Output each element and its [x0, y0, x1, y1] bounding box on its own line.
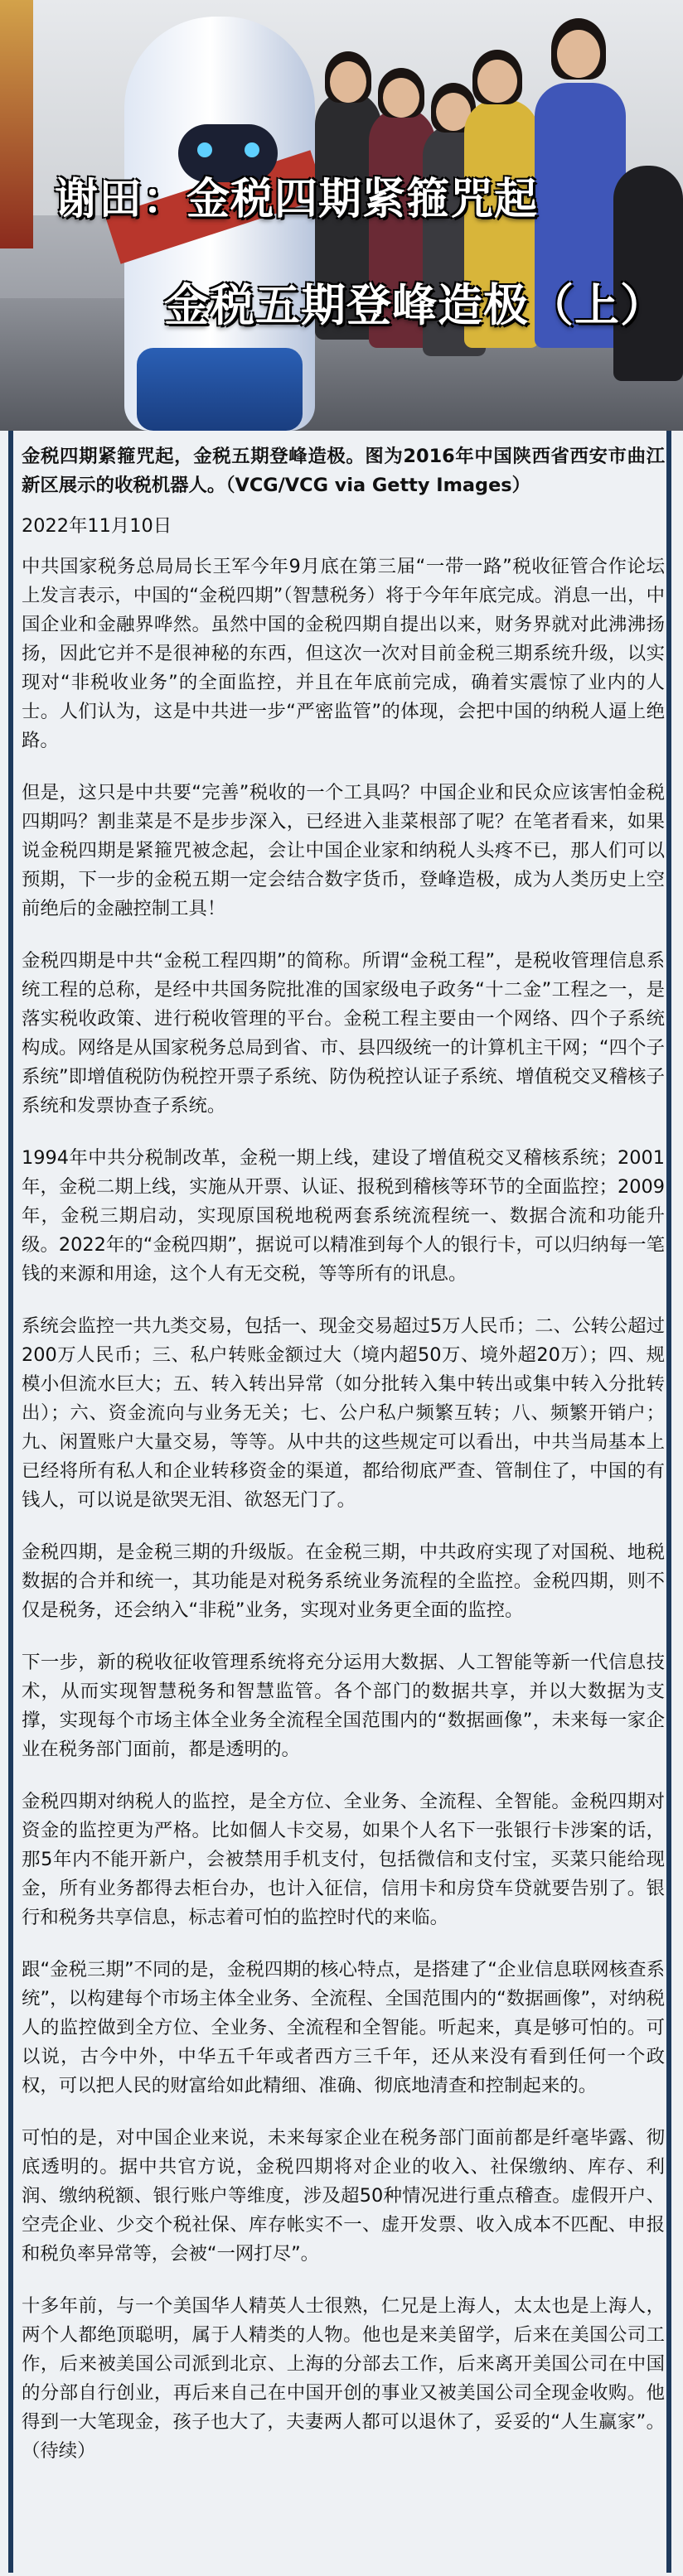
hero-title-line2: 金税五期登峰造极（上） — [164, 279, 666, 331]
paragraph: 下一步，新的税收征收管理系统将充分运用大数据、人工智能等新一代信息技术，从而实现智慧税务和智慧监管。各个部门的数据共享，并以大数据为支撑，实现每个市场主体全业务全流程全国范围内的“数据画像”，未来每一家企业在税务部门面前，都是透明的。 — [22, 1652, 665, 1760]
paragraph: 可怕的是，对中国企业来说，未来每家企业在税务部门面前都是纤毫毕露、彻底透明的。据中共官方说，金税四期将对企业的收入、社保缴纳、库存、利润、缴纳税额、银行账户等维度，涉及超50种情况进行重点稽查。虚假开户、空壳企业、少交个税社保、库存帐实不一、虚开发票、收入成本不匹配、申报和税负率异常等，会被“一网打尽”。 — [22, 2127, 665, 2265]
paragraph: 系统会监控一共九类交易，包括一、现金交易超过5万人民币；二、公转公超过200万人民币；三、私户转账金额过大（境内超50万、境外超20万）；四、规模小但流水巨大；五、转入转出异常（如分批转入集中转出或集中转入分批转出）；六、资金流向与业务无关；七、公户私户频繁互转；八、频繁开销户；九、闲置账户大量交易，等等。从中共的这些规定可以看出，中共当局基本上已经将所有私人和企业转移资金的渠道，都给彻底严查、管制住了，中国的有钱人，可以说是欲哭无泪、欲怒无门了。 — [22, 1315, 665, 1511]
paragraph: 1994年中共分税制改革，金税一期上线，建设了增值税交叉稽核系统；2001年，金税二期上线，实施从开票、认证、报税到稽核等环节的全面监控；2009年，金税三期启动，实现原国税地税两套系统流程统一、数据合流和功能升级。2022年的“金税四期”，据说可以精准到每个人的银行卡，可以归纳每一笔钱的来源和用途，这个人有无交税，等等所有的讯息。 — [22, 1147, 665, 1285]
person-head — [477, 60, 517, 103]
paragraph: 但是，这只是中共要“完善”税收的一个工具吗？中国企业和民众应该害怕金税四期吗？割韭菜是不是步步深入，已经进入韭菜根部了呢？在笔者看来，如果说金税四期是紧箍咒被念起，会让中国企业家和纳税人头疼不已，那人们可以预期，下一步的金税五期一定会结合数字货币，登峰造极，成为人类历史上空前绝后的金融控制工具！ — [22, 782, 665, 919]
paragraph: 金税四期，是金税三期的升级版。在金税三期，中共政府实现了对国税、地税数据的合并和统一，其功能是对税务系统业务流程的全监控。金税四期，则不仅是税务，还会纳入“非税”业务，实现对业务更全面的监控。 — [22, 1541, 665, 1621]
article-body — [22, 442, 665, 2489]
robot-base — [137, 348, 303, 431]
paragraph: 跟“金税三期”不同的是，金税四期的核心特点，是搭建了“企业信息联网核查系统”，以构建每个市场主体全业务、全流程、全国范围内的“数据画像”，对纳税人的监控做到全方位、全业务、全流程和全智能。听起来，真是够可怕的。可以说，古今中外，中华五千年或者西方三千年，还从来没有看到任何一个政权，可以把人民的财富给如此精细、准确、彻底地清查和控制起来的。 — [22, 1959, 665, 2096]
robot-eye-icon — [197, 142, 212, 157]
hero-photo — [0, 0, 683, 431]
photo-banner — [0, 0, 33, 248]
paragraph: 金税四期对纳税人的监控，是全方位、全业务、全流程、全智能。金税四期对资金的监控更为严格。比如個人卡交易，如果个人名下一张银行卡涉案的话，那5年内不能开新户，会被禁用手机支付，包括微信和支付宝，买菜只能给现金，所有业务都得去柜台办，也计入征信，信用卡和房贷车贷就要告别了。银行和税务共享信息，标志着可怕的监控时代的来临。 — [22, 1791, 665, 1928]
person-head — [383, 78, 419, 118]
hero-title-line1: 谢田：金税四期紧箍咒起 — [55, 175, 539, 224]
paragraph: 中共国家税务总局局长王军今年9月底在第三届“一带一路”税收征管合作论坛上发言表示，中国的“金税四期”（智慧税务）将于今年年底完成。消息一出，中国企业和金融界哗然。虽然中国的金税四期自提出以来，财务界就对此沸沸扬扬，因此它并不是很神秘的东西，但这次一次对目前金税三期系统升级，以实现对“非税收业务”的全面监控，并且在年底前完成，确着实震惊了业内的人士。人们认为，这是中共进一步“严密监管”的体现，会把中国的纳税人逼上绝路。 — [22, 556, 665, 751]
paragraph: 十多年前，与一个美国华人精英人士很熟，仁兄是上海人，太太也是上海人，两个人都绝顶聪明，属于人精类的人物。他也是来美留学，后来在美国公司工作，后来被美国公司派到北京、上海的分部去工作，后来离开美国公司在中国的分部自行创业，再后来自己在中国开创的事业又被美国公司全现金收购。他得到一大笔现金，孩子也大了，夫妻两人都可以退休了，妥妥的“人生赢家”。（待续） — [22, 2295, 665, 2462]
person-head — [330, 61, 366, 103]
robot-eye-icon — [245, 142, 259, 157]
publish-date: 2022年11月10日 — [22, 515, 172, 537]
photo-caption: 金税四期紧箍咒起，金税五期登峰造极。图为2016年中国陕西省西安市曲江新区展示的收税机器人。（VCG/VCG via Getty Images） — [22, 446, 665, 496]
paragraph: 金税四期是中共“金税工程四期”的简称。所谓“金税工程”，是税收管理信息系统工程的总称，是经中共国务院批准的国家级电子政务“十二金”工程之一，是落实税收政策、进行税收管理的平台。金税工程主要由一个网络、四个子系统构成。网络是从国家税务总局到省、市、县四级统一的计算机主干网；“四个子系统”即增值税防伪税控开票子系统、防伪税控认证子系统、增值税交叉稽核子系统和发票协查子系统。 — [22, 950, 665, 1117]
person-head — [557, 30, 600, 78]
article — [0, 431, 683, 2576]
